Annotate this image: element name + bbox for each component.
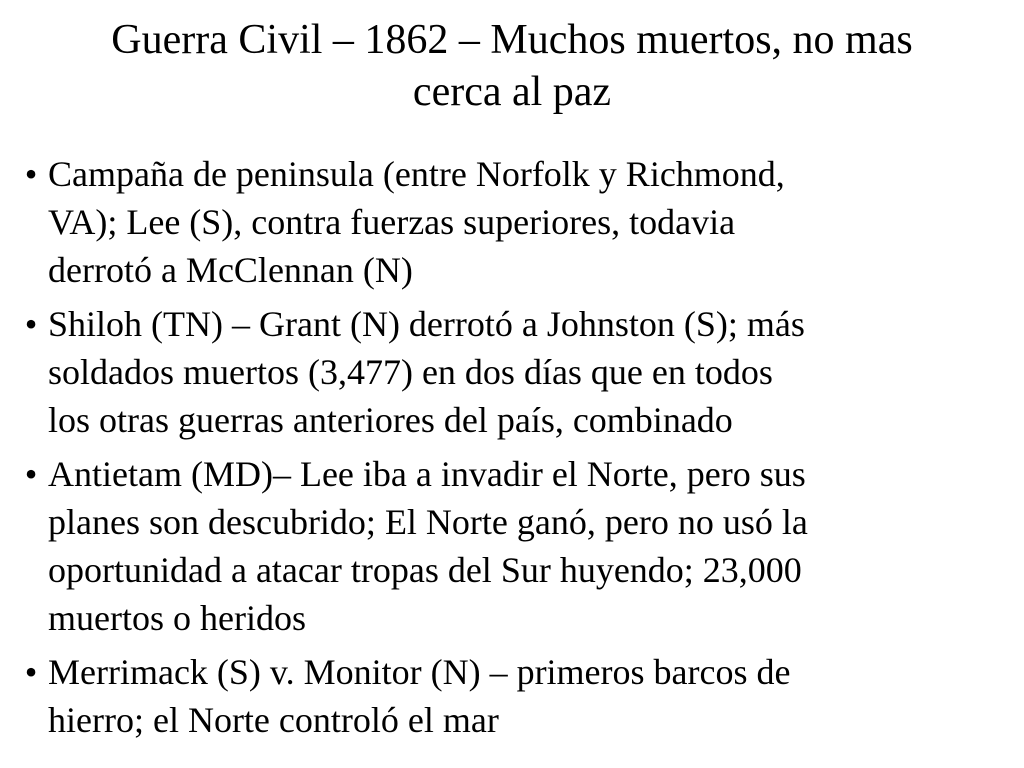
bullet-line: Shiloh (TN) – Grant (N) derrotó a Johnston (S); más — [48, 304, 805, 344]
bullet-text — [48, 300, 1018, 444]
bullet-text — [48, 150, 1018, 294]
bullet-icon: • — [24, 454, 38, 494]
bullet-item-antietam — [14, 450, 1018, 642]
bullet-item-merrimack-monitor — [14, 648, 1018, 744]
bullet-line: los otras guerras anteriores del país, combinado — [48, 400, 733, 440]
bullet-icon: • — [24, 652, 38, 692]
bullet-line: Campaña de peninsula (entre Norfolk y Richmond, — [48, 154, 785, 194]
bullet-list — [14, 150, 1018, 750]
bullet-line: Antietam (MD)– Lee iba a invadir el Norte, pero sus — [48, 454, 806, 494]
bullet-line: oportunidad a atacar tropas del Sur huyendo; 23,000 — [48, 550, 802, 590]
bullet-item-peninsula-campaign — [14, 150, 1018, 294]
bullet-icon: • — [24, 304, 38, 344]
bullet-text — [48, 450, 1018, 642]
bullet-line: hierro; el Norte controló el mar — [48, 700, 499, 740]
slide-title-line: Guerra Civil – 1862 – Muchos muertos, no mas — [111, 17, 913, 63]
bullet-icon: • — [24, 154, 38, 194]
bullet-text — [48, 648, 1018, 744]
slide-title — [10, 14, 1014, 118]
bullet-item-shiloh — [14, 300, 1018, 444]
bullet-line: Merrimack (S) v. Monitor (N) – primeros barcos de — [48, 652, 791, 692]
bullet-line: muertos o heridos — [48, 598, 306, 638]
bullet-line: planes son descubrido; El Norte ganó, pero no usó la — [48, 502, 808, 542]
bullet-line: derrotó a McClennan (N) — [48, 250, 413, 290]
slide-title-line: cerca al paz — [412, 69, 612, 115]
bullet-line: soldados muertos (3,477) en dos días que en todos — [48, 352, 773, 392]
bullet-line: VA); Lee (S), contra fuerzas superiores, todavia — [48, 202, 736, 242]
